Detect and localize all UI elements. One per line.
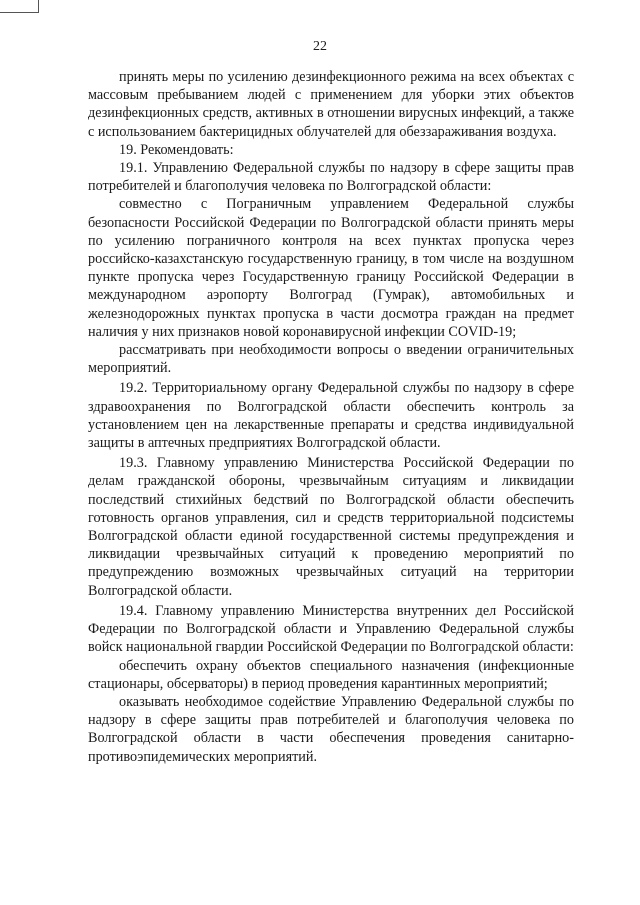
paragraph-border-control: совместно с Пограничным управлением Федеральной службы безопасности Российской Федерации по Волгоградской области принять меры по усилению пограничного контроля на всех пунктах пропуска через российско-казахстанскую государственную границу, в том числе на воздушном пункте пропуска через Государственную границу Российской Федерации в международном аэропорту Волгоград (Гумрак), автомобильных и железнодорожных пунктах пропуска в части досмотра граждан на предмет наличия у них признаков новой коронавирусной инфекции COVID-19;	[88, 196, 574, 340]
paragraph-section-19-4: 19.4. Главному управлению Министерства внутренних дел Российской Федерации по Волгоградской области и Управлению Федеральной службы войск национальной гвардии Российской Федерации по Волгоградской области:	[88, 602, 574, 656]
document-body	[88, 68, 574, 766]
scan-corner-mark	[0, 0, 39, 13]
paragraph-section-19: 19. Рекомендовать:	[119, 141, 234, 158]
paragraph-security-facilities: обеспечить охрану объектов специального назначения (инфекционные стационары, обсерваторы) в период проведения карантинных мероприятий;	[88, 657, 574, 692]
paragraph-section-19-2: 19.2. Территориальному органу Федеральной службы по надзору в сфере здравоохранения по Волгоградской области обеспечить контроль за установлением цен на лекарственные препараты и средства индивидуальной защиты в аптечных предприятиях Волгоградской области.	[88, 380, 574, 452]
paragraph-section-19-1: 19.1. Управлению Федеральной службы по надзору в сфере защиты прав потребителей и благополучия человека по Волгоградской области:	[88, 160, 574, 195]
paragraph-restrictive-measures: рассматривать при необходимости вопросы о введении ограничительных мероприятий.	[88, 342, 574, 377]
paragraph-assistance: оказывать необходимое содействие Управлению Федеральной службы по надзору в сфере защиты прав потребителей и благополучия человека по Волгоградской области в части обеспечения проведения санитарно-противоэпидемических мероприятий.	[88, 693, 574, 765]
paragraph-disinfection-measures: принять меры по усилению дезинфекционного режима на всех объектах с массовым пребыванием людей с применением для уборки этих объектов дезинфекционных средств, активных в отношении вирусных инфекций, а также с использованием бактерицидных облучателей для обеззараживания воздуха.	[88, 69, 574, 140]
paragraph-section-19-3: 19.3. Главному управлению Министерства Российской Федерации по делам гражданской обороны, чрезвычайным ситуациям и ликвидации последствий стихийных бедствий по Волгоградской области обеспечить готовность органов управления, сил и средств территориальной подсистемы Волгоградской области единой государственной системы предупреждения и ликвидации чрезвычайных ситуаций к проведению мероприятий по предупреждению возможных чрезвычайных ситуаций на территории Волгоградской области.	[88, 455, 574, 599]
page-number: 22	[313, 39, 327, 54]
